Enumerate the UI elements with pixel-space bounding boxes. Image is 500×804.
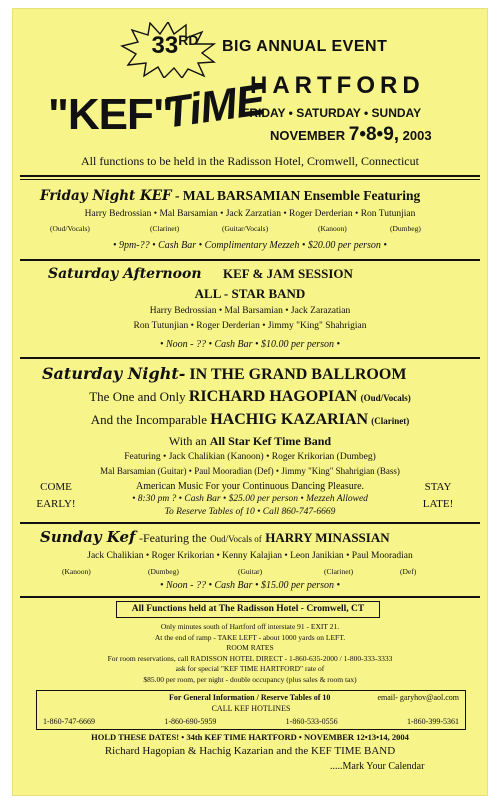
instrument-label: (Kanoon): [62, 567, 91, 576]
sat-night-music: American Music For your Continuous Dancing Pleasure.: [135, 481, 365, 492]
hotline-numbers: [37, 717, 465, 726]
musician-name: Kenny Kalajian: [222, 551, 283, 561]
rate-line: $85.00 per room, per night - double occupancy (plus sales & room tax): [143, 674, 357, 684]
hotel-directions: [12, 622, 488, 685]
event-month: NOVEMBER: [270, 128, 346, 143]
city-name: HARTFORD: [250, 72, 425, 99]
sunday-heading: [40, 528, 390, 547]
musician-name: Paul Mooradian: [351, 551, 413, 561]
sat-afternoon-heading: [48, 266, 353, 283]
headliner-2-name: HACHIG KAZARIAN: [210, 411, 369, 428]
friday-headline: MAL BARSAMIAN Ensemble Featuring: [182, 188, 421, 203]
hotel-box: All Functions held at The Radisson Hotel - Cromwell, CT: [116, 601, 380, 618]
sat-afternoon-details: • Noon - ?? • Cash Bar • $10.00 per person •: [159, 339, 341, 350]
kef-time-band: [12, 434, 488, 449]
instrument-label: (Def): [400, 567, 417, 576]
friday-title: Friday Night KEF: [40, 188, 172, 204]
musician-name: Harry Bedrossian: [84, 209, 152, 219]
musician-name: Ron Tutunjian: [360, 209, 416, 219]
headliner-1-instrument: (Oud/Vocals): [360, 393, 411, 403]
friday-dash: -: [171, 188, 183, 203]
sunday-headliner: HARRY MINASSIAN: [265, 530, 390, 545]
phone-number: 1-860-533-0556: [285, 717, 338, 726]
headliner-1-name: RICHARD HAGOPIAN: [188, 388, 358, 405]
headliner-1-intro: The One and Only: [89, 389, 186, 404]
divider: [20, 259, 480, 261]
friday-details: • 9pm-?? • Cash Bar • Complimentary Mezzeh • $20.00 per person •: [113, 240, 387, 251]
event-flyer: [12, 8, 488, 796]
friday-heading: [40, 188, 420, 204]
sunday-intro: -Featuring the: [139, 531, 207, 545]
sat-night-featuring: Featuring • Jack Chalikian (Kanoon) • Roger Krikorian (Dumbeg): [124, 452, 376, 462]
headliner-2-instrument: (Clarinet): [371, 416, 410, 426]
sat-night-title: Saturday Night-: [42, 364, 186, 383]
divider: [20, 357, 480, 359]
divider: [20, 179, 480, 180]
headliner-1: [12, 388, 488, 406]
edition-suffix: RD: [178, 32, 199, 48]
special-rate-line: ask for special "KEF TIME HARTFORD" rate of: [175, 664, 325, 673]
mark-calendar: .....Mark Your Calendar: [330, 761, 425, 772]
venue-line: All functions to be held in the Radisson Hotel, Cromwell, Connecticut: [81, 154, 419, 168]
headliner-2-intro: And the Incomparable: [90, 412, 207, 427]
sunday-musicians: Jack Chalikian • Roger Krikorian • Kenny Kalajian • Leon Janikian • Paul Mooradian: [87, 551, 413, 561]
come-early-tag: [26, 479, 86, 513]
event-days: FRIDAY • SATURDAY • SUNDAY: [242, 106, 422, 120]
instrument-label: (Dumbeg): [148, 567, 179, 576]
musician-name: Roger Derderian: [289, 209, 353, 219]
instrument-label: (Dumbeg): [390, 224, 421, 233]
instrument-label: (Clarinet): [150, 224, 180, 233]
reservation-line: For room reservations, call RADISSON HOTEL DIRECT - 1-860-635-2000 / 1-800-333-3333: [107, 653, 393, 663]
logo-time: TiME: [161, 75, 268, 138]
sat-night-featuring2: Mal Barsamian (Guitar) • Paul Mooradian (Def) • Jimmy "King" Shahrigian (Bass): [100, 466, 400, 476]
sat-night-reserve: To Reserve Tables of 10 • Call 860-747-6669: [164, 507, 336, 517]
all-star-band: ALL - STAR BAND: [194, 286, 306, 301]
info-email: email- garyhov@aol.com: [377, 693, 459, 702]
musician-name: Roger Krikorian: [151, 551, 215, 561]
event-year: 2003: [402, 128, 432, 143]
sat-night-headline: IN THE GRAND BALLROOM: [189, 366, 407, 383]
friday-musicians: Harry Bedrossian • Mal Barsamian • Jack Zarzatian • Roger Derderian • Ron Tutunjian: [84, 209, 416, 219]
phone-number: 1-860-747-6669: [43, 717, 95, 726]
hold-dates: HOLD THESE DATES! • 34th KEF TIME HARTFORD • NOVEMBER 12•13•14, 2004: [91, 732, 409, 742]
sat-afternoon-headline: KEF & JAM SESSION: [223, 266, 353, 281]
instrument-label: (Kanoon): [318, 224, 347, 233]
phone-number: 1-860-399-5361: [406, 717, 459, 726]
band-intro: With an: [168, 434, 207, 448]
sunday-details: • Noon - ?? • Cash Bar • $15.00 per person •: [159, 580, 341, 591]
edition-number: [140, 32, 210, 60]
sat-night-heading: [42, 364, 406, 384]
logo-kef: "KEF": [48, 90, 173, 139]
tag-line: EARLY!: [36, 498, 76, 510]
instrument-label: (Clarinet): [324, 567, 354, 576]
instrument-label: (Guitar): [238, 567, 263, 576]
headliner-2: [12, 411, 488, 429]
instrument-label: (Guitar/Vocals): [222, 224, 269, 233]
edition-digits: 33: [151, 32, 179, 59]
directions-line: At the end of ramp - TAKE LEFT - about 1000 yards on LEFT.: [154, 632, 346, 642]
divider: [20, 522, 480, 524]
musician-name: Jack Chalikian: [87, 551, 144, 561]
room-rates-title: ROOM RATES: [226, 643, 274, 652]
band-name: All Star Kef Time Band: [209, 434, 332, 448]
musician-name: Jack Zarzatian: [225, 209, 281, 219]
sat-afternoon-title: Saturday Afternoon: [48, 266, 202, 282]
hotlines-title: CALL KEF HOTLINES: [211, 704, 291, 713]
phone-number: 1-860-690-5959: [164, 717, 217, 726]
divider: [20, 596, 480, 598]
directions-line: Only minutes south of Hartford off interstate 91 - EXIT 21.: [160, 622, 340, 631]
tag-line: STAY: [424, 481, 452, 493]
tag-line: LATE!: [422, 498, 454, 510]
footer-line: Richard Hagopian & Hachig Kazarian and the KEF TIME BAND: [104, 745, 396, 757]
instrument-label: (Oud/Vocals): [50, 224, 90, 233]
sat-afternoon-line2: Ron Tutunjian • Roger Derderian • Jimmy "King" Shahrigian: [133, 321, 367, 331]
divider: [20, 175, 480, 177]
sunday-oud-vocals: Oud/Vocals of: [210, 534, 262, 544]
sat-night-details: • 8:30 pm ? • Cash Bar • $25.00 per person • Mezzeh Allowed: [132, 494, 368, 504]
event-days-numbers: 7•8•9,: [348, 124, 400, 145]
tag-line: COME: [40, 481, 72, 493]
sat-afternoon-line1: Harry Bedrossian • Mal Barsamian • Jack Zarazatian: [149, 306, 351, 316]
musician-name: Mal Barsamian: [159, 209, 218, 219]
event-title: BIG ANNUAL EVENT: [222, 38, 388, 55]
musician-name: Leon Janikian: [290, 551, 344, 561]
sunday-title: Sunday Kef: [40, 528, 136, 546]
event-dates: [270, 124, 432, 146]
info-title: For General Information / Reserve Tables of 10: [169, 693, 331, 702]
info-box: [36, 690, 466, 730]
